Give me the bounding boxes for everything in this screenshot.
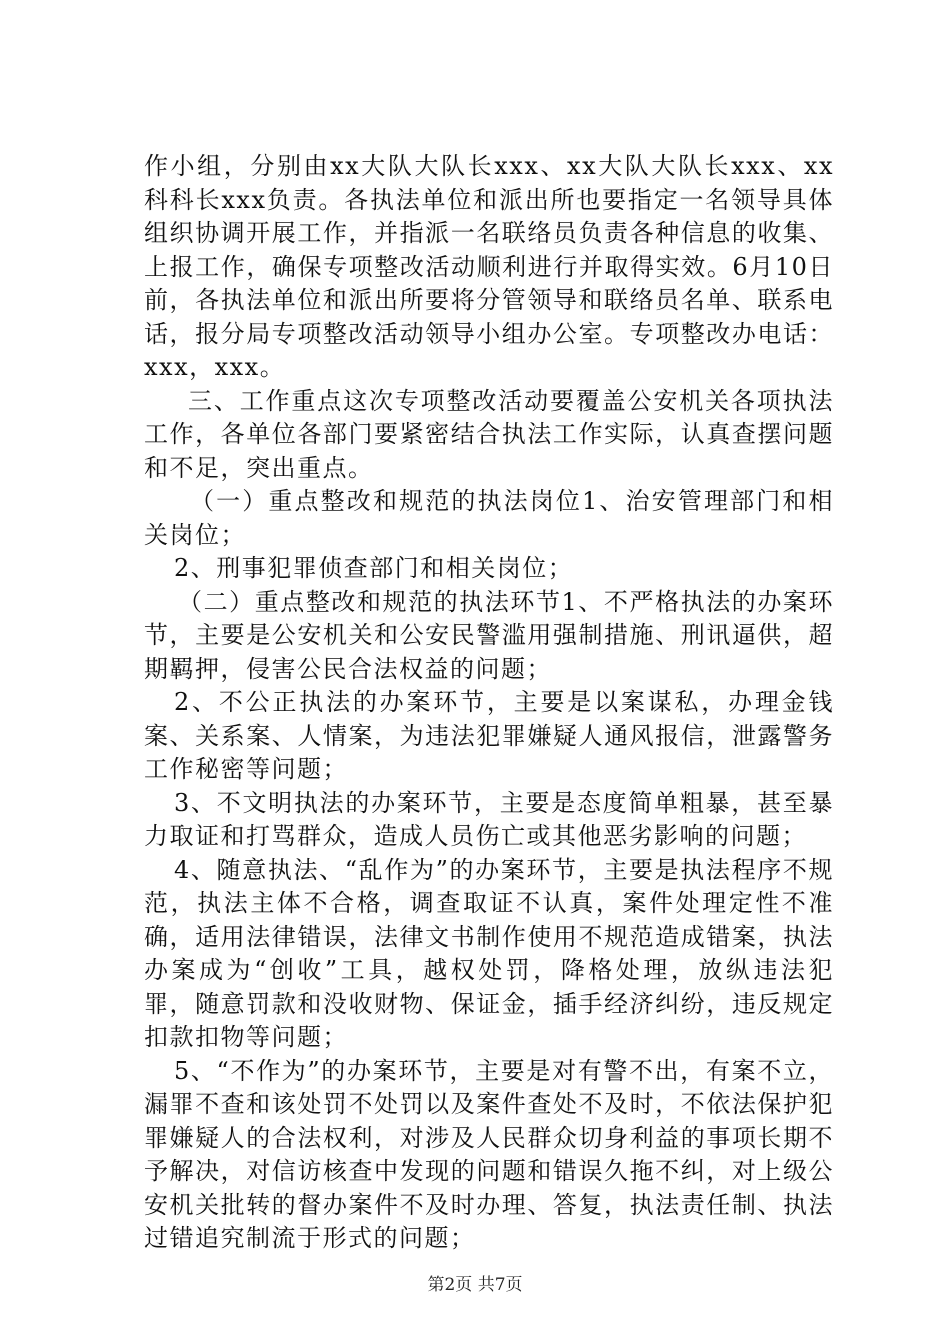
paragraph: 3、不文明执法的办案环节，主要是态度简单粗暴，甚至暴力取证和打骂群众，造成人员伤亡或其他恶劣影响的问题； <box>144 788 834 850</box>
paragraph: （二）重点整改和规范的执法环节1、不严格执法的办案环节，主要是公安机关和公安民警滥用强制措施、刑讯逼供，超期羁押，侵害公民合法权益的问题； <box>144 587 834 683</box>
document-body <box>144 150 834 1256</box>
paragraph: 4、随意执法、“乱作为”的办案环节，主要是执法程序不规范，执法主体不合格，调查取证不认真，案件处理定性不准确，适用法律错误，法律文书制作使用不规范造成错案，执法办案成为“创收”工具，越权处罚，降格处理，放纵违法犯罪，随意罚款和没收财物、保证金，插手经济纠纷，违反规定扣款扣物等问题； <box>144 855 834 1051</box>
paragraph: 2、刑事犯罪侦查部门和相关岗位； <box>174 554 574 582</box>
paragraph: 2、不公正执法的办案环节，主要是以案谋私，办理金钱案、关系案、人情案，为违法犯罪嫌疑人通风报信，泄露警务工作秘密等问题； <box>144 688 834 783</box>
paragraph: 作小组，分别由xx大队大队长xxx、xx大队大队长xxx、xx科科长xxx负责。各执法单位和派出所也要指定一名领导具体组织协调开展工作，并指派一名联络员负责各种信息的收集、上报工作，确保专项整改活动顺利进行并取得实效。6月10日前，各执法单位和派出所要将分管领导和联络员名单、联系电话，报分局专项整改活动领导小组办公室。专项整改办电话：xxx，xxx。 <box>144 152 834 381</box>
paragraph: 5、“不作为”的办案环节，主要是对有警不出，有案不立，漏罪不查和该处罚不处罚以及案件查处不及时，不依法保护犯罪嫌疑人的合法权利，对涉及人民群众切身利益的事项长期不予解决，对信访核查中发现的问题和错误久拖不纠，对上级公安机关批转的督办案件不及时办理、答复，执法责任制、执法过错追究制流于形式的问题； <box>144 1056 834 1252</box>
page-number: 第2页 共7页 <box>427 1275 523 1295</box>
paragraph: （一）重点整改和规范的执法岗位1、治安管理部门和相关岗位； <box>144 487 834 549</box>
paragraph: 三、工作重点这次专项整改活动要覆盖公安机关各项执法工作，各单位各部门要紧密结合执法工作实际，认真查摆问题和不足，突出重点。 <box>144 386 834 482</box>
